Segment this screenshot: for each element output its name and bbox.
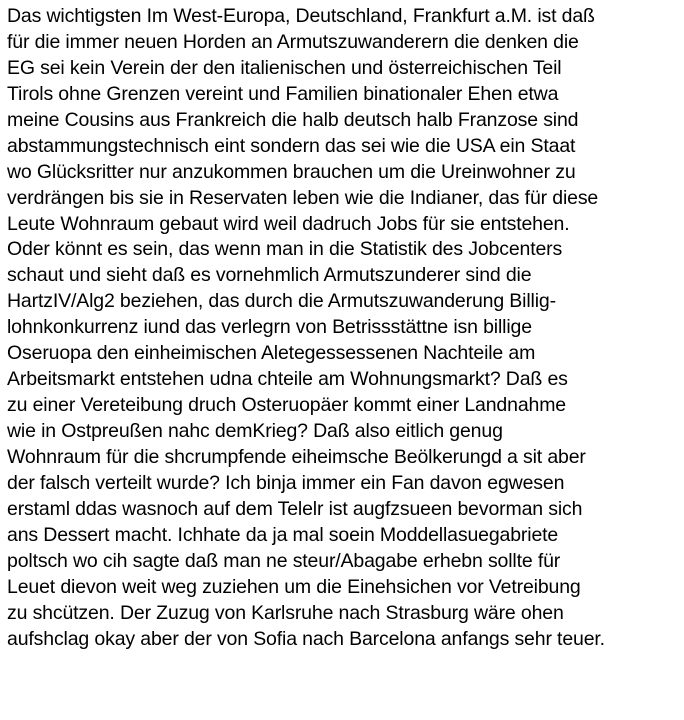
text-line: wie in Ostpreußen nahc demKrieg? Daß also eitlich genug [7, 420, 503, 442]
text-line: Oder könnt es sein, das wenn man in die Statistik des Jobcenters [7, 238, 563, 261]
text-line: Das wichtigsten Im West-Europa, Deutschland, Frankfurt a.M. ist daß [7, 5, 595, 27]
text-line: ans Dessert macht. Ichhate da ja mal soein Moddellasuegabriete [7, 523, 559, 546]
text-line: HartzIV/Alg2 beziehen, das durch die Armutszuwanderung Billig- [7, 290, 556, 313]
text-line: Tirols ohne Grenzen vereint und Familien binationaler Ehen etwa [7, 82, 559, 105]
text-line: poltsch wo cih sagte daß man ne steur/Abagabe erhebn sollte für [7, 549, 561, 572]
text-line: Leute Wohnraum gebaut wird weil dadruch Jobs für sie entstehen. [7, 212, 570, 235]
text-line: zu einer Vereteibung druch Osteruopäer kommt einer Landnahme [7, 394, 567, 417]
text-line: Wohnraum für die shcrumpfende eiheimsche Beölkerungd a sit aber [7, 445, 586, 468]
text-line: zu shcützen. Der Zuzug von Karlsruhe nach Strasburg wäre ohen [7, 601, 564, 624]
text-line: Arbeitsmarkt entstehen udna chteile am Wohnungsmarkt? Daß es [7, 368, 568, 391]
text-line: abstammungstechnisch eint sondern das sei wie die USA ein Staat [7, 134, 576, 157]
text-line: meine Cousins aus Frankreich die halb deutsch halb Franzose sind [7, 108, 579, 131]
text-line: der falsch verteilt wurde? Ich binja immer ein Fan davon egwesen [7, 471, 565, 494]
text-line: schaut und sieht daß es vornehmlich Armutszunderer sind die [7, 264, 532, 287]
text-line: lohnkonkurrenz iund das verlegrn von Betrissstättne isn billige [7, 316, 532, 339]
text-line: EG sei kein Verein der den italienischen und österreichischen Teil [7, 56, 562, 79]
text-line: verdrängen bis sie in Reservaten leben wie die Indianer, das für diese [7, 186, 599, 209]
text-line: wo Glücksritter nur anzukommen brauchen um die Ureinwohner zu [7, 160, 576, 183]
text-line: Oseruopa den einheimischen Aletegessessenen Nachteile am [7, 342, 536, 365]
text-line: aufshclag okay aber der von Sofia nach Barcelona anfangs sehr teuer. [7, 627, 605, 650]
text-line: Leuet dievon weit weg zuziehen um die Einehsichen vor Vetreibung [7, 575, 581, 598]
text-line: erstaml ddas wasnoch auf dem Telelr ist augfzsueen bevorman sich [7, 497, 583, 520]
text-line: für die immer neuen Horden an Armutszuwanderern die denken die [7, 30, 579, 53]
